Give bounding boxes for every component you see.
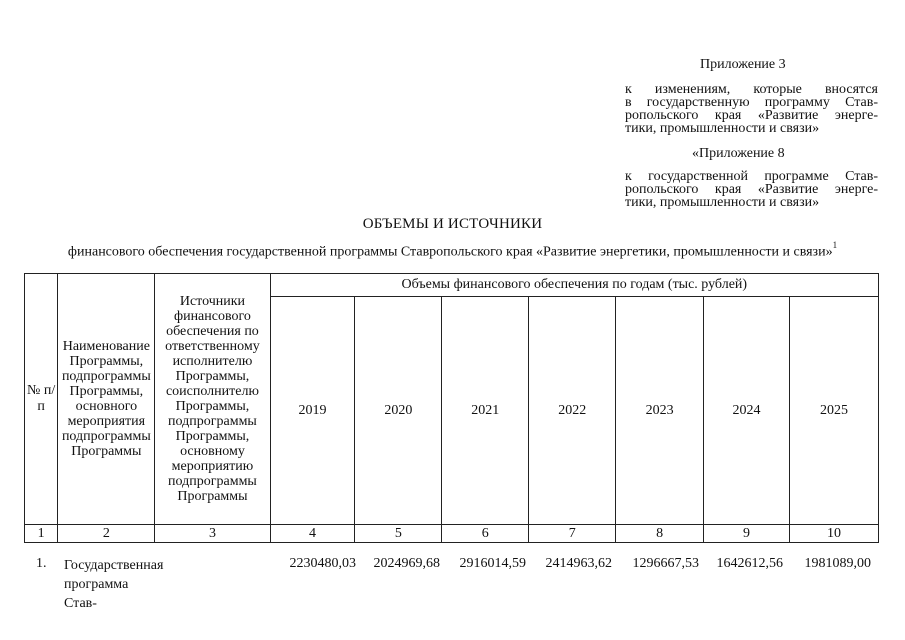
- row-number: 1.: [36, 556, 47, 571]
- column-index: 5: [355, 525, 442, 543]
- sub-appendix-paragraph: [625, 170, 878, 209]
- header-year: 2023: [616, 297, 704, 525]
- document-subtitle: [0, 242, 905, 261]
- header-year: 2019: [270, 297, 355, 525]
- appendix-line: тики, промышленности и связи»: [625, 121, 820, 136]
- column-index: 1: [25, 525, 58, 543]
- row-value: 2024969,68: [373, 556, 440, 571]
- header-group: Объемы финансового обеспечения по годам (тыс. рублей): [270, 274, 878, 297]
- header-name-text: Наименование Программы, подпрограммы Программы, основного мероприятия подпрограммы Программы: [61, 339, 151, 459]
- appendix-paragraph: [625, 83, 878, 135]
- sub-appendix-line: к государственной программе Став-: [625, 169, 878, 184]
- appendix-line: в государственную программу Став-: [625, 95, 878, 110]
- appendix-title: Приложение 3: [700, 57, 786, 72]
- row-value: 1296667,53: [632, 556, 699, 571]
- subtitle-text: финансового обеспечения государственной программы Ставропольского края «Развитие энергетики, промышленности и связи»: [67, 244, 833, 260]
- header-year: 2021: [442, 297, 529, 525]
- header-source: [155, 274, 270, 525]
- row-value: 1981089,00: [804, 556, 871, 571]
- sub-appendix-title: «Приложение 8: [692, 146, 785, 161]
- row-name: Государственная программа Став-: [64, 558, 164, 611]
- header-year: 2025: [789, 297, 878, 525]
- header-number: № п/п: [25, 274, 58, 525]
- appendix-line: ропольского края «Развитие энерге-: [625, 108, 878, 123]
- row-value: 2916014,59: [459, 556, 526, 571]
- header-name: [58, 274, 155, 525]
- sub-appendix-line: ропольского края «Развитие энерге-: [625, 182, 878, 197]
- footnote-mark: 1: [832, 240, 838, 250]
- row-value: 2230480,03: [289, 556, 356, 571]
- document-title: ОБЪЕМЫ И ИСТОЧНИКИ: [362, 216, 543, 232]
- column-index: 7: [529, 525, 616, 543]
- column-index: 4: [270, 525, 355, 543]
- financing-table: [24, 273, 879, 543]
- header-year: 2020: [355, 297, 442, 525]
- column-index: 2: [58, 525, 155, 543]
- column-index: 8: [616, 525, 704, 543]
- column-index: 10: [789, 525, 878, 543]
- header-year: 2024: [704, 297, 790, 525]
- appendix-line: к изменениям, которые вносятся: [625, 82, 878, 97]
- column-index: 9: [704, 525, 790, 543]
- row-value: 1642612,56: [716, 556, 783, 571]
- column-index: 3: [155, 525, 270, 543]
- header-year: 2022: [529, 297, 616, 525]
- header-source-text: Источники финансового обеспечения по ответственному исполнителю Программы, соисполнителю Программы, подпрограммы Программы, основному мероприятию подпрограммы Программы: [165, 294, 260, 504]
- row-value: 2414963,62: [545, 556, 612, 571]
- sub-appendix-line: тики, промышленности и связи»: [625, 195, 820, 210]
- column-index: 6: [442, 525, 529, 543]
